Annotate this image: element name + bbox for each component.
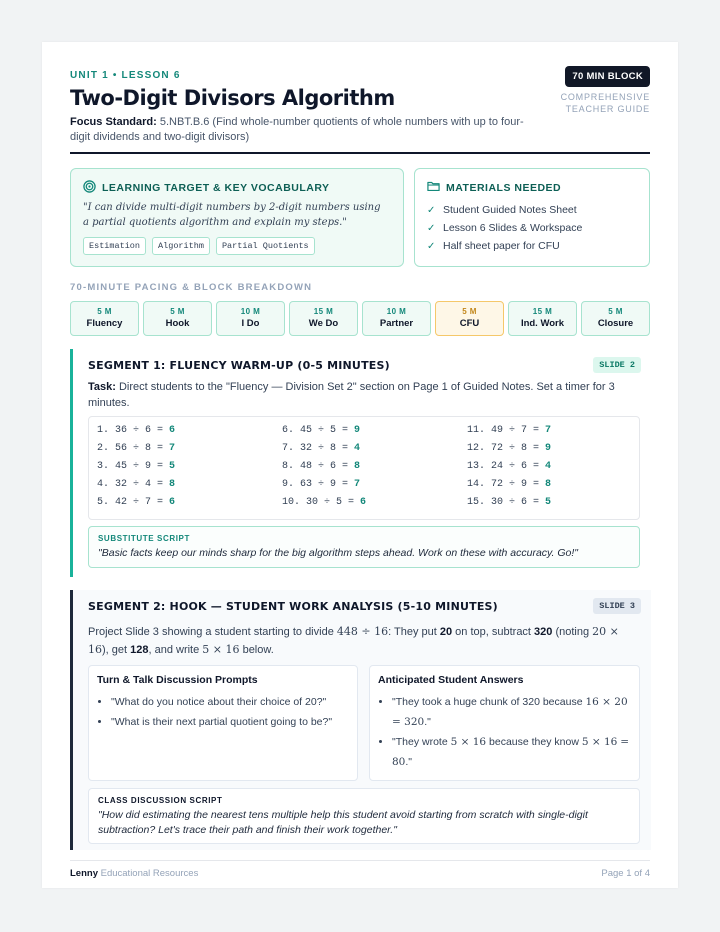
- answer-text-part: .": [405, 756, 413, 768]
- answer-text-part: "They took a huge chunk of 320 because: [392, 696, 586, 708]
- answers-list: [378, 692, 632, 772]
- fact-prompt: 11. 49 ÷ 7 =: [467, 425, 540, 436]
- prompt-item: • "What is their next partial quotient going to be?": [111, 712, 351, 732]
- class-discussion-script: [88, 788, 640, 844]
- fact-prompt: 12. 72 ÷ 8 =: [467, 443, 540, 454]
- hook-text-part: on top, subtract: [452, 626, 535, 638]
- fluency-fact: [282, 461, 360, 472]
- check-icon: ✓: [427, 222, 436, 234]
- learning-target-heading: [83, 180, 330, 196]
- pacing-minutes: 5 M: [97, 307, 112, 316]
- pacing-name: CFU: [459, 318, 480, 329]
- fact-prompt: 6. 45 ÷ 5 =: [282, 425, 349, 436]
- pacing-name: Partner: [379, 318, 414, 329]
- vocab-chip: Algorithm: [152, 237, 210, 255]
- vocab-chip: Estimation: [83, 237, 146, 255]
- pacing-minutes: 5 M: [462, 307, 477, 316]
- block-badge: 70 MIN BLOCK: [565, 66, 650, 87]
- anticipated-answers-card: [369, 665, 640, 781]
- pacing-name: Closure: [597, 318, 634, 329]
- math-expression: 5 × 16: [202, 643, 240, 656]
- hook-text-part: : They put: [388, 626, 440, 638]
- footer-brand: [70, 868, 198, 879]
- pacing-minutes: 5 M: [170, 307, 185, 316]
- brand-subtitle: Educational Resources: [100, 868, 199, 879]
- segment-title: SEGMENT 1: FLUENCY WARM-UP (0-5 MINUTES): [88, 359, 390, 372]
- fluency-facts-grid: [88, 416, 640, 520]
- math-expression: 448 ÷ 16: [336, 625, 389, 638]
- hook-number: 20: [439, 626, 453, 638]
- fact-answer: 6: [169, 497, 176, 508]
- fluency-fact: [282, 497, 366, 508]
- prompt-item: • "What do you notice about their choice of 20?": [111, 692, 351, 712]
- fact-answer: 8: [169, 479, 176, 490]
- guide-label: [530, 91, 650, 115]
- task-label: Task:: [88, 381, 116, 393]
- slide-tag: SLIDE 3: [593, 598, 641, 614]
- fluency-fact: [97, 443, 175, 454]
- materials-card: [414, 168, 650, 267]
- fact-prompt: 5. 42 ÷ 7 =: [97, 497, 164, 508]
- answers-title: Anticipated Student Answers: [378, 674, 524, 686]
- hook-text-part: (noting: [552, 626, 593, 638]
- pacing-block-partner: [362, 301, 431, 336]
- fluency-fact: [467, 425, 551, 436]
- header-divider: [70, 152, 650, 154]
- fluency-fact: [282, 425, 360, 436]
- pacing-block-we-do: [289, 301, 358, 336]
- slide-tag: SLIDE 2: [593, 357, 641, 373]
- fact-prompt: 15. 30 ÷ 6 =: [467, 497, 540, 508]
- segment-hook: [70, 590, 651, 850]
- fact-answer: 7: [354, 479, 361, 490]
- fact-prompt: 9. 63 ÷ 9 =: [282, 479, 349, 490]
- lesson-page: [42, 42, 678, 888]
- fact-answer: 5: [545, 497, 552, 508]
- pacing-minutes: 15 M: [532, 307, 553, 316]
- fact-prompt: 10. 30 ÷ 5 =: [282, 497, 355, 508]
- guide-line-2: TEACHER GUIDE: [565, 104, 650, 114]
- fact-answer: 4: [545, 461, 552, 472]
- task-instructions: [88, 379, 628, 411]
- pacing-minutes: 10 M: [240, 307, 261, 316]
- pacing-block-closure: [581, 301, 650, 336]
- fluency-fact: [467, 461, 551, 472]
- guide-line-1: COMPREHENSIVE: [560, 92, 650, 102]
- fact-prompt: 4. 32 ÷ 4 =: [97, 479, 164, 490]
- materials-list: [427, 201, 582, 255]
- hook-text-part: below.: [239, 644, 274, 656]
- learning-target-title: LEARNING TARGET & KEY VOCABULARY: [102, 182, 330, 194]
- material-label: Lesson 6 Slides & Workspace: [443, 222, 583, 234]
- fact-prompt: 2. 56 ÷ 8 =: [97, 443, 164, 454]
- material-label: Student Guided Notes Sheet: [443, 204, 577, 216]
- focus-label: Focus Standard:: [70, 116, 157, 128]
- material-item: [427, 237, 582, 255]
- pacing-minutes: 15 M: [313, 307, 334, 316]
- hook-number: 128: [130, 644, 149, 656]
- hook-description: [88, 623, 638, 659]
- footer-divider: [70, 860, 650, 861]
- math-expression: 16 × 20: [585, 696, 628, 708]
- fact-prompt: 7. 32 ÷ 8 =: [282, 443, 349, 454]
- substitute-text: "Basic facts keep our minds sharp for the big algorithm steps ahead. Work on these with accuracy. Go!": [98, 547, 578, 559]
- math-expression: 5 × 16: [450, 736, 487, 748]
- fact-prompt: 8. 48 ÷ 6 =: [282, 461, 349, 472]
- pacing-minutes: 5 M: [608, 307, 623, 316]
- prompts-title: Turn & Talk Discussion Prompts: [97, 674, 258, 686]
- answer-item: [392, 732, 632, 772]
- fact-prompt: 14. 72 ÷ 9 =: [467, 479, 540, 490]
- fact-answer: 9: [545, 443, 552, 454]
- fact-answer: 5: [169, 461, 176, 472]
- fluency-fact: [97, 479, 175, 490]
- fact-answer: 8: [354, 461, 361, 472]
- material-label: Half sheet paper for CFU: [443, 240, 560, 252]
- vocab-chips: [83, 237, 315, 255]
- math-expression: 20 × 16: [88, 625, 619, 656]
- fact-answer: 6: [169, 425, 176, 436]
- fluency-fact: [282, 443, 360, 454]
- pacing-block-cfu: [435, 301, 504, 336]
- pacing-name: Fluency: [86, 318, 123, 329]
- fluency-fact: [467, 479, 551, 490]
- pacing-label: 70-MINUTE PACING & BLOCK BREAKDOWN: [70, 282, 313, 293]
- math-expression: = 80: [392, 736, 630, 768]
- segment-fluency: [70, 349, 651, 577]
- pacing-name: We Do: [308, 318, 339, 329]
- answer-text-part: because they know: [486, 736, 582, 748]
- fact-answer: 4: [354, 443, 361, 454]
- hook-text-part: Project Slide 3 showing a student starting to divide: [88, 626, 337, 638]
- unit-tag: UNIT 1 • LESSON 6: [70, 70, 181, 81]
- pacing-breakdown: [70, 301, 650, 336]
- answer-text-part: "They wrote: [392, 736, 451, 748]
- material-item: [427, 201, 582, 219]
- focus-standard: [70, 115, 530, 145]
- hook-number: 320: [534, 626, 553, 638]
- fluency-fact: [467, 497, 551, 508]
- math-expression: = 320: [392, 716, 425, 728]
- discussion-prompts-card: [88, 665, 358, 781]
- pacing-name: I Do: [241, 318, 260, 329]
- check-icon: ✓: [427, 204, 436, 216]
- brand-name: Lenny: [70, 868, 98, 879]
- math-expression: 5 × 16: [581, 736, 618, 748]
- fluency-fact: [282, 479, 360, 490]
- fluency-fact: [97, 497, 175, 508]
- prompts-list: [97, 692, 351, 732]
- hook-text-part: , and write: [148, 644, 203, 656]
- learning-target-card: [70, 168, 404, 267]
- folder-icon: [427, 180, 440, 195]
- segment-title: SEGMENT 2: HOOK — STUDENT WORK ANALYSIS (5-10 MINUTES): [88, 600, 498, 613]
- fact-prompt: 13. 24 ÷ 6 =: [467, 461, 540, 472]
- materials-title: MATERIALS NEEDED: [446, 181, 562, 194]
- pacing-block-hook: [143, 301, 212, 336]
- substitute-script: [88, 526, 640, 568]
- hook-text-part: ), get: [102, 644, 131, 656]
- answer-item: [392, 692, 632, 732]
- target-icon: [83, 180, 96, 196]
- script-label: CLASS DISCUSSION SCRIPT: [98, 796, 223, 805]
- fluency-fact: [467, 443, 551, 454]
- task-text: Direct students to the "Fluency — Division Set 2" section on Page 1 of Guided Notes. Set a timer for 3 minutes.: [88, 381, 615, 409]
- page-number: Page 1 of 4: [601, 868, 650, 879]
- pacing-name: Hook: [165, 318, 190, 329]
- focus-text: 5.NBT.B.6 (Find whole-number quotients of whole numbers with up to four-digit dividends and two-digit divisors): [70, 116, 524, 143]
- fact-answer: 8: [545, 479, 552, 490]
- pacing-block-i-do: [216, 301, 285, 336]
- fluency-fact: [97, 425, 175, 436]
- script-text: "How did estimating the nearest tens multiple help this student avoid starting from scratch with single-digit subtraction? Let's trace their path and finish their work together.": [98, 809, 588, 836]
- pacing-name: Ind. Work: [520, 318, 565, 329]
- fluency-fact: [97, 461, 175, 472]
- fact-answer: 7: [545, 425, 552, 436]
- pacing-block-ind-work: [508, 301, 577, 336]
- substitute-label: SUBSTITUTE SCRIPT: [98, 534, 190, 543]
- answer-text-part: .": [424, 716, 431, 728]
- learning-target-statement: "I can divide multi-digit numbers by 2-digit numbers using a partial quotients algorithm and explain my steps.": [83, 202, 381, 228]
- materials-heading: [427, 180, 561, 195]
- fact-answer: 9: [354, 425, 361, 436]
- vocab-chip: Partial Quotients: [216, 237, 315, 255]
- material-item: [427, 219, 582, 237]
- pacing-minutes: 10 M: [386, 307, 407, 316]
- fact-prompt: 1. 36 ÷ 6 =: [97, 425, 164, 436]
- fact-prompt: 3. 45 ÷ 9 =: [97, 461, 164, 472]
- fact-answer: 7: [169, 443, 176, 454]
- pacing-block-fluency: [70, 301, 139, 336]
- check-icon: ✓: [427, 240, 436, 252]
- fact-answer: 6: [360, 497, 367, 508]
- page-title: Two-Digit Divisors Algorithm: [70, 86, 395, 110]
